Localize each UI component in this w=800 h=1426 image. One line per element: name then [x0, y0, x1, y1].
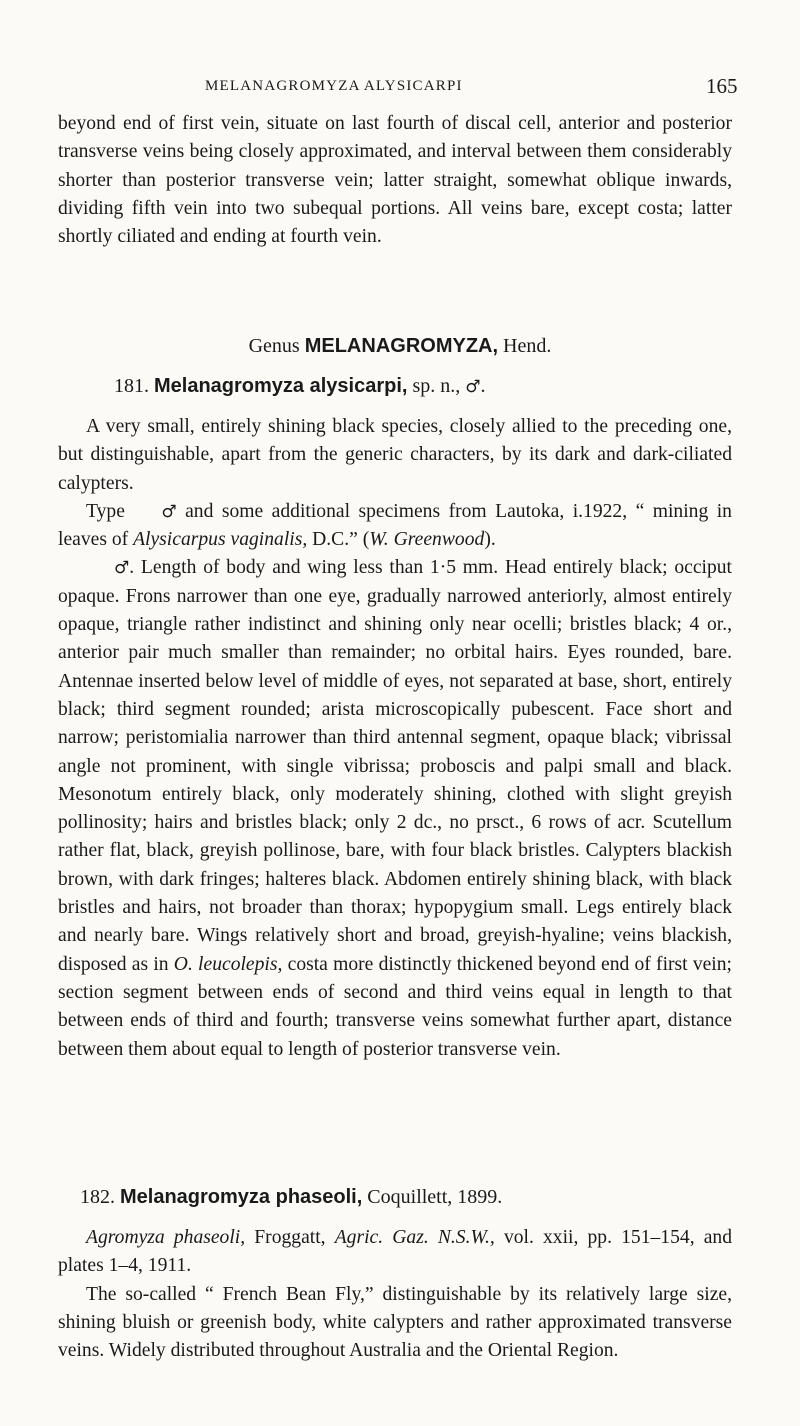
genus-heading	[0, 335, 800, 358]
species-181-detail	[58, 554, 732, 1063]
species-181-heading	[114, 375, 486, 398]
genus-name: MELANAGROMYZA,	[304, 335, 499, 357]
genus-author: Hend.	[498, 335, 552, 357]
ref-author: Froggatt,	[245, 1227, 335, 1248]
male-symbol-icon: ♂	[465, 377, 481, 397]
ref-journal: Agric. Gaz. N.S.W.,	[334, 1227, 495, 1248]
species-181-name: Melanagromyza alysicarpi,	[154, 375, 408, 397]
type-end: ).	[484, 529, 496, 551]
ref-species: Agromyza phaseoli,	[86, 1227, 246, 1248]
species-182-number: 182.	[80, 1186, 120, 1208]
species-182-reference	[58, 1224, 732, 1281]
detail-text-b: costa more distinctly thickened beyond end of first vein; section segment between ends of second and third veins equal in length to that between ends of third and fourth; transverse veins somewhat further apart, distance between them about equal to length of posterior transverse vein.	[58, 953, 732, 1060]
type-locality: and some additional specimens from Lautoka, i.1922, “ mining in leaves of	[58, 500, 732, 551]
species-181-body	[58, 413, 732, 1064]
intro-paragraph	[58, 110, 732, 251]
running-title: MELANAGROMYZA ALYSICARPI	[205, 78, 463, 94]
male-symbol-icon: ♂	[114, 558, 130, 579]
intro-text: beyond end of first vein, situate on last fourth of discal cell, anterior and posterior transverse veins being closely approximated, and interval between them considerably shorter than posterior transverse vein; latter straight, somewhat oblique inwards, dividing fifth vein into two subequal portions. All veins bare, except costa; latter shortly ciliated and ending at fourth vein.	[58, 113, 732, 248]
detail-text-a: . Length of body and wing less than 1·5 mm. Head entirely black; occiput opaque. Frons narrower than one eye, gradually narrowed anteriorly, almost entirely opaque, triangle rather indistinct and shining only near ocelli; bristles black; 4 or., anterior pair much smaller than remainder; no orbital hairs. Eyes rounded, bare. Antennae inserted below level of middle of eyes, not separated at base, short, entirely black; third segment rounded; arista microscopically pubescent. Face short and narrow; peristomialia narrower than third antennal segment, opaque black; vibrissal angle not prominent, with single vibrissa; proboscis and palpi small and black. Mesonotum entirely black, only moderately shining, clothed with slight greyish pollinosity; hairs and bristles black; only 2 dc., no prsct., 6 rows of acr. Scutellum rather flat, black, greyish pollinose, bare, with four black bristles. Calypters blackish brown, with dark fringes; halteres black. Abdomen entirely shining black, with black bristles and hairs, not broader than thorax; hypopygium small. Legs entirely black and nearly bare. Wings relatively short and broad, greyish-hyaline; veins blackish, disposed as in	[58, 557, 732, 975]
compared-species: O. leucolepis,	[173, 953, 283, 975]
collector: W. Greenwood	[369, 529, 485, 551]
male-symbol-icon: ♂	[161, 501, 177, 522]
species-182-description: The so-called “ French Bean Fly,” distinguishable by its relatively large size, shining bluish or greenish body, white calypters and rather approximated transverse veins. Widely distributed throughout Australia and the Oriental Region.	[58, 1283, 732, 1362]
species-181-heading-end: .	[480, 375, 486, 397]
ref-details: vol. xxii, pp. 151–154, and plates 1–4, 1911.	[58, 1227, 732, 1277]
host-plant: Alysicarpus vaginalis,	[133, 529, 308, 551]
species-181-description: A very small, entirely shining black species, closely allied to the preceding one, but distinguishable, apart from the generic characters, by its dark and dark-ciliated calypters.	[58, 416, 732, 494]
species-182-heading	[80, 1186, 502, 1209]
species-182-author: Coquillett, 1899.	[362, 1186, 503, 1208]
species-181-type-material	[58, 498, 732, 555]
type-label: Type	[86, 500, 134, 522]
type-authority: D.C.” (	[307, 529, 370, 551]
species-181-number: 181.	[114, 375, 154, 397]
species-182-name: Melanagromyza phaseoli,	[120, 1186, 363, 1208]
genus-prefix: Genus	[248, 335, 305, 357]
species-182-body	[58, 1224, 732, 1365]
species-181-status: sp. n.,	[407, 375, 466, 397]
page-number: 165	[706, 74, 738, 98]
